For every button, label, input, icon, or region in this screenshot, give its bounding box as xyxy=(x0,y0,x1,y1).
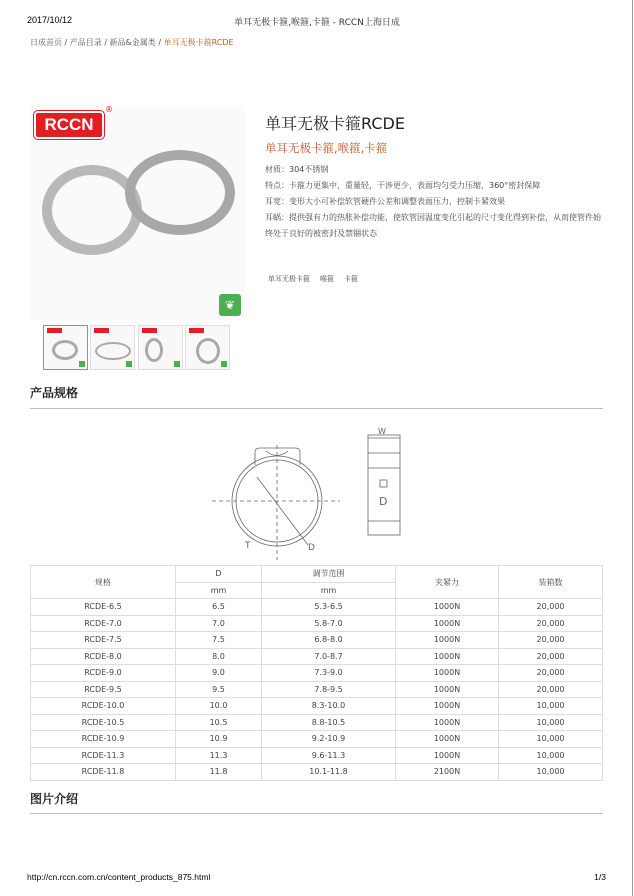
breadcrumb-sep: / xyxy=(62,38,70,47)
product-main-image[interactable] xyxy=(30,105,245,320)
table-cell: 20,000 xyxy=(499,665,603,682)
th-unit: mm xyxy=(176,582,262,599)
table-cell: RCDE-9.5 xyxy=(31,681,176,698)
table-cell: 6.8-8.0 xyxy=(262,632,396,649)
diagram-label-d2: D xyxy=(379,495,388,508)
table-row xyxy=(31,681,603,698)
tag-list xyxy=(268,274,368,284)
table-cell: 8.0 xyxy=(176,648,262,665)
table-row xyxy=(31,615,603,632)
table-cell: 1000N xyxy=(396,698,499,715)
table-cell: 9.5 xyxy=(176,681,262,698)
table-cell: 20,000 xyxy=(499,615,603,632)
table-cell: 1000N xyxy=(396,665,499,682)
footer-url: http://cn.rccn.com.cn/content_products_875.html xyxy=(27,872,211,882)
table-cell: 11.8 xyxy=(176,764,262,781)
thumbnail-4[interactable] xyxy=(185,325,230,370)
section-title-images: 图片介绍 xyxy=(30,792,79,806)
table-cell: RCDE-7.0 xyxy=(31,615,176,632)
section-title-specs: 产品规格 xyxy=(30,386,79,400)
table-cell: 8.3-10.0 xyxy=(262,698,396,715)
table-cell: RCDE-11.3 xyxy=(31,747,176,764)
table-row xyxy=(31,731,603,748)
thumbnail-1[interactable] xyxy=(43,325,88,370)
table-cell: 1000N xyxy=(396,731,499,748)
table-cell: 6.5 xyxy=(176,599,262,616)
table-row xyxy=(31,648,603,665)
spec-table xyxy=(30,565,603,781)
table-cell: 10.5 xyxy=(176,714,262,731)
th-d: D xyxy=(176,566,262,583)
tag[interactable]: 喉箍 xyxy=(320,275,334,283)
table-cell: 10,000 xyxy=(499,747,603,764)
table-row xyxy=(31,698,603,715)
th-qty: 装箱数 xyxy=(499,566,603,599)
table-cell: 7.0 xyxy=(176,615,262,632)
table-cell: 7.0-8.7 xyxy=(262,648,396,665)
table-cell: 1000N xyxy=(396,681,499,698)
table-cell: 20,000 xyxy=(499,599,603,616)
table-cell: 10.9 xyxy=(176,731,262,748)
table-row xyxy=(31,632,603,649)
print-page-title: 单耳无极卡箍,喉箍,卡箍 - RCCN上海日成 xyxy=(234,18,400,28)
rccn-logo: RCCN xyxy=(34,111,104,139)
table-row xyxy=(31,764,603,781)
table-cell: RCDE-10.0 xyxy=(31,698,176,715)
tag[interactable]: 单耳无极卡箍 xyxy=(268,275,310,283)
table-cell: 8.8-10.5 xyxy=(262,714,396,731)
footer-page-number: 1/3 xyxy=(594,872,606,882)
table-cell: 10,000 xyxy=(499,764,603,781)
breadcrumb-catalog[interactable]: 产品目录 xyxy=(69,38,102,47)
breadcrumb-category[interactable]: 新品&金属类 xyxy=(109,38,156,47)
table-cell: 1000N xyxy=(396,747,499,764)
eco-leaf-icon: ❦ xyxy=(219,294,241,316)
spec-ear-width: 耳宽：变形大小可补偿软管硬件公差和调整表面压力，控制卡紧效果 xyxy=(265,197,505,206)
table-row xyxy=(31,714,603,731)
product-subtitle: 单耳无极卡箍,喉箍,卡箍 xyxy=(265,141,388,155)
divider xyxy=(30,813,603,814)
spec-features: 特点：卡箍力更集中，重量轻，干涉更少，表面均匀受力压缩，360°密封保障 xyxy=(265,181,541,190)
clamp-ring-image xyxy=(125,150,235,235)
table-cell: RCDE-6.5 xyxy=(31,599,176,616)
th-force: 夹紧力 xyxy=(396,566,499,599)
table-cell: 1000N xyxy=(396,648,499,665)
table-cell: 9.0 xyxy=(176,665,262,682)
registered-mark: ® xyxy=(105,105,113,114)
table-cell: 20,000 xyxy=(499,681,603,698)
thumbnail-3[interactable] xyxy=(138,325,183,370)
table-cell: 10.0 xyxy=(176,698,262,715)
thumbnail-2[interactable] xyxy=(90,325,135,370)
th-unit: mm xyxy=(262,582,396,599)
table-cell: 2100N xyxy=(396,764,499,781)
table-row xyxy=(31,665,603,682)
breadcrumb-current: 单耳无极卡箍RCDE xyxy=(163,38,234,47)
table-cell: RCDE-11.8 xyxy=(31,764,176,781)
table-cell: 5.8-7.0 xyxy=(262,615,396,632)
table-row xyxy=(31,599,603,616)
breadcrumb-home[interactable]: 日成首页 xyxy=(30,38,62,47)
table-cell: 20,000 xyxy=(499,648,603,665)
diagram-label-t: T xyxy=(245,541,251,551)
breadcrumb-sep: / xyxy=(101,38,110,47)
table-cell: 11.3 xyxy=(176,747,262,764)
th-model: 规格 xyxy=(31,566,176,599)
page-edge xyxy=(632,0,633,896)
table-cell: 7.5 xyxy=(176,632,262,649)
table-cell: 10.1-11.8 xyxy=(262,764,396,781)
table-cell: 1000N xyxy=(396,599,499,616)
spec-material: 材质：304不锈钢 xyxy=(265,165,329,174)
table-cell: 1000N xyxy=(396,615,499,632)
table-cell: RCDE-9.0 xyxy=(31,665,176,682)
table-cell: RCDE-10.5 xyxy=(31,714,176,731)
table-row xyxy=(31,747,603,764)
table-cell: RCDE-8.0 xyxy=(31,648,176,665)
divider xyxy=(30,408,603,409)
spec-ear: 耳蜗：提供强有力的热胀补偿功能，使软管因温度变化引起的尺寸变化得到补偿，从而使管件始 xyxy=(265,213,601,222)
th-range: 调节范围 xyxy=(262,566,396,583)
table-cell: 9.6-11.3 xyxy=(262,747,396,764)
table-cell: 1000N xyxy=(396,632,499,649)
breadcrumb-sep: / xyxy=(155,38,164,47)
table-cell: 10,000 xyxy=(499,731,603,748)
table-cell: 5.3-6.5 xyxy=(262,599,396,616)
clamp-drawing xyxy=(200,420,430,560)
table-cell: RCDE-10.9 xyxy=(31,731,176,748)
product-title: 单耳无极卡箍RCDE xyxy=(265,114,405,133)
table-cell: 20,000 xyxy=(499,632,603,649)
table-cell: 10,000 xyxy=(499,714,603,731)
table-cell: 7.8-9.5 xyxy=(262,681,396,698)
spec-ear-cont: 终处于良好的被密封及禁锢状态 xyxy=(265,229,377,238)
tag[interactable]: 卡箍 xyxy=(344,275,358,283)
table-cell: 9.2-10.9 xyxy=(262,731,396,748)
table-cell: 10,000 xyxy=(499,698,603,715)
breadcrumb xyxy=(30,37,234,48)
diagram-label-w: W xyxy=(378,427,386,436)
print-date: 2017/10/12 xyxy=(27,15,73,25)
table-cell: 1000N xyxy=(396,714,499,731)
diagram-label-d: D xyxy=(308,543,315,553)
table-cell: 7.3-9.0 xyxy=(262,665,396,682)
table-cell: RCDE-7.5 xyxy=(31,632,176,649)
